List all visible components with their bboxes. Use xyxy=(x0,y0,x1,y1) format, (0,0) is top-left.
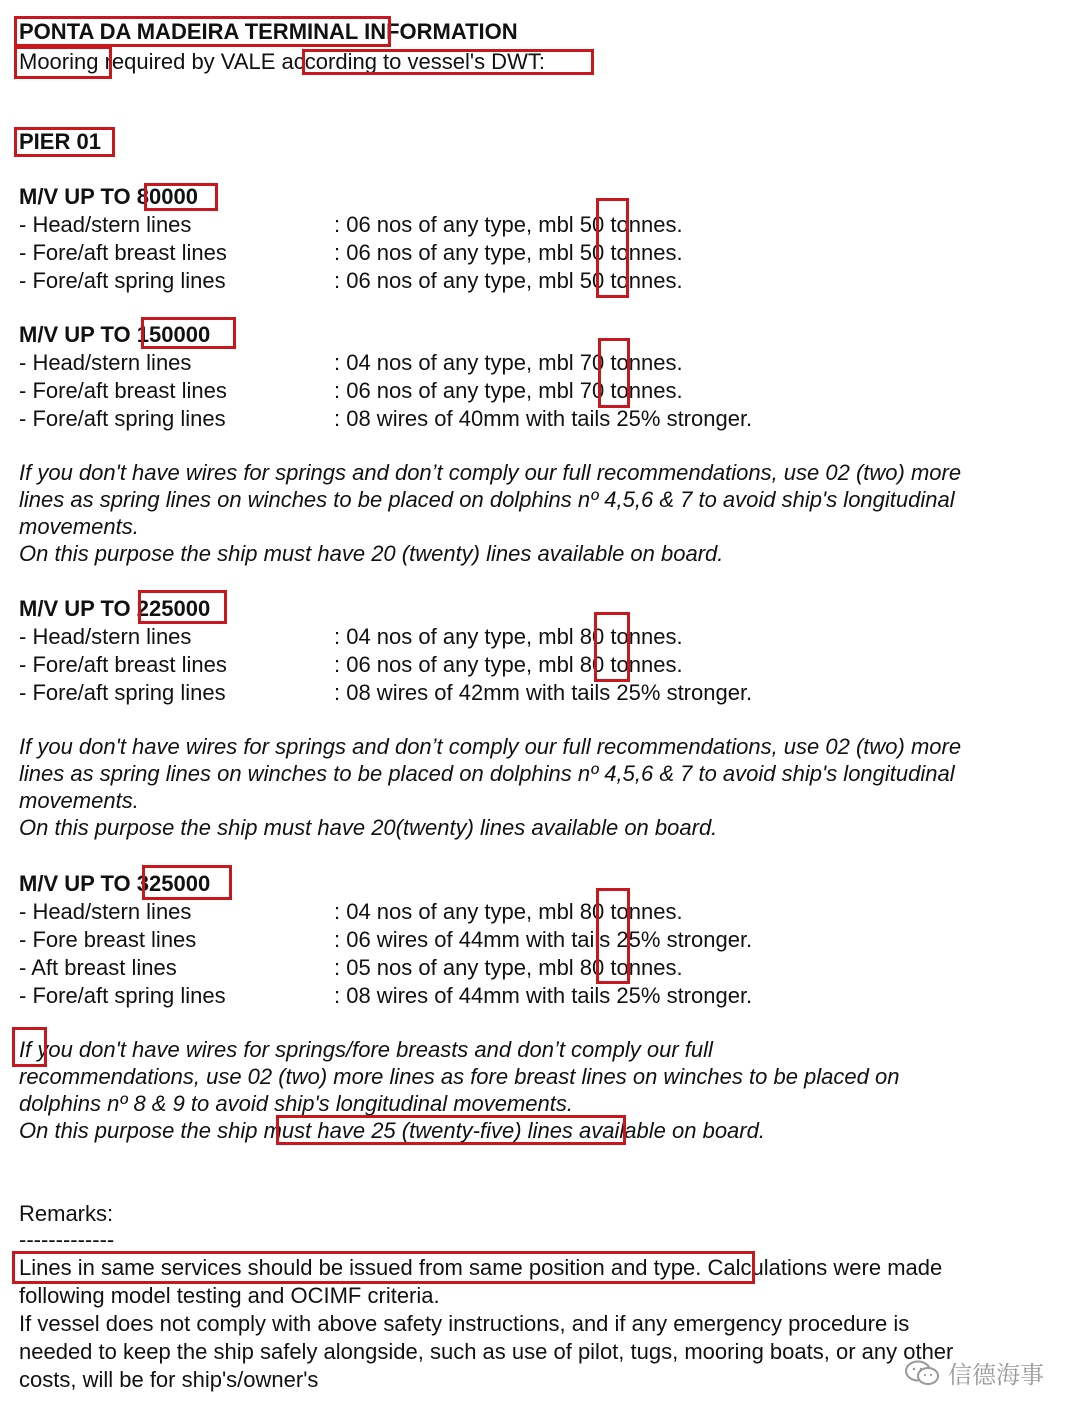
heading-dwt-value: 150000 xyxy=(136,322,211,347)
spec-value: : 05 nos of any type, mbl 80 tonnes. xyxy=(334,955,683,980)
spec-row xyxy=(19,898,683,925)
watermark xyxy=(904,1355,1044,1390)
spec-label: - Fore/aft spring lines xyxy=(19,983,226,1008)
spec-label: - Head/stern lines xyxy=(19,899,192,924)
note-line: movements. xyxy=(19,514,139,539)
note-line: lines as spring lines on winches to be placed on dolphins nº 4,5,6 & 7 to avoid ship's longitudinal xyxy=(19,761,955,786)
note-line: recommendations, use 02 (two) more lines as fore breast lines on winches to be placed on xyxy=(19,1064,900,1089)
note-line: dolphins nº 8 & 9 to avoid ship's longitudinal movements. xyxy=(19,1091,574,1116)
section-heading xyxy=(19,183,198,210)
spec-row xyxy=(19,926,753,953)
note-line: If you don't have wires for springs and don’t comply our full recommendations, use 02 (two) more xyxy=(19,460,962,485)
section-heading xyxy=(19,321,210,348)
remarks-line: costs, will be for ship's/owner's xyxy=(19,1367,319,1392)
spec-value: : 04 nos of any type, mbl 80 tonnes. xyxy=(334,899,683,924)
title-main: PONTA DA MADEIRA TERMINAL xyxy=(19,19,358,44)
note-line: On this purpose the ship must have 25 (twenty-five) lines available on board. xyxy=(19,1118,765,1143)
note-line: lines as spring lines on winches to be placed on dolphins nº 4,5,6 & 7 to avoid ship's longitudinal xyxy=(19,487,955,512)
heading-prefix: M/V UP TO xyxy=(19,184,131,209)
heading-prefix: M/V UP TO xyxy=(19,871,131,896)
spec-row xyxy=(19,651,683,678)
spec-label: - Head/stern lines xyxy=(19,624,192,649)
spec-row xyxy=(19,267,683,294)
spec-row xyxy=(19,405,753,432)
pier-heading: PIER 01 xyxy=(19,129,101,154)
spec-label: - Fore breast lines xyxy=(19,927,197,952)
subtitle-mooring: Mooring xyxy=(19,49,99,74)
wechat-icon xyxy=(904,1359,940,1387)
note-line: If you don't have wires for springs and don’t comply our full recommendations, use 02 (two) more xyxy=(19,734,962,759)
remarks-heading: Remarks: xyxy=(19,1201,114,1226)
heading-dwt-value: 225000 xyxy=(136,596,211,621)
spec-label: - Fore/aft spring lines xyxy=(19,680,226,705)
spec-value: : 04 nos of any type, mbl 70 tonnes. xyxy=(334,350,683,375)
spec-row xyxy=(19,239,683,266)
spec-row xyxy=(19,679,753,706)
title-line xyxy=(19,18,518,45)
spec-value: : 06 nos of any type, mbl 80 tonnes. xyxy=(334,652,683,677)
remarks-line: Lines in same services should be issued from same position and type. Calculations were made xyxy=(19,1255,943,1280)
subtitle-line xyxy=(19,48,545,75)
spec-value: : 06 nos of any type, mbl 70 tonnes. xyxy=(334,378,683,403)
spec-value: : 06 nos of any type, mbl 50 tonnes. xyxy=(334,212,683,237)
remarks-divider: ------------- xyxy=(19,1227,115,1252)
spec-label: - Head/stern lines xyxy=(19,212,192,237)
spec-label: - Fore/aft breast lines xyxy=(19,652,227,677)
spec-value: : 06 nos of any type, mbl 50 tonnes. xyxy=(334,240,683,265)
note-line: movements. xyxy=(19,788,139,813)
watermark-text: 信德海事 xyxy=(948,1362,1044,1389)
heading-prefix: M/V UP TO xyxy=(19,322,131,347)
spec-label: - Fore/aft breast lines xyxy=(19,240,227,265)
spec-value: : 06 nos of any type, mbl 50 tonnes. xyxy=(334,268,683,293)
spec-value: : 08 wires of 42mm with tails 25% stronger. xyxy=(334,680,753,705)
spec-label: - Fore/aft breast lines xyxy=(19,378,227,403)
spec-row xyxy=(19,377,683,404)
note-line: On this purpose the ship must have 20 (twenty) lines available on board. xyxy=(19,541,724,566)
section-heading xyxy=(19,870,210,897)
note-line: On this purpose the ship must have 20(twenty) lines available on board. xyxy=(19,815,718,840)
section-heading xyxy=(19,595,210,622)
spec-value: : 04 nos of any type, mbl 80 tonnes. xyxy=(334,624,683,649)
spec-label: - Fore/aft spring lines xyxy=(19,406,226,431)
remarks-line: If vessel does not comply with above safety instructions, and if any emergency procedure is xyxy=(19,1311,910,1336)
spec-label: - Fore/aft spring lines xyxy=(19,268,226,293)
spec-value: : 08 wires of 40mm with tails 25% stronger. xyxy=(334,406,753,431)
spec-label: - Aft breast lines xyxy=(19,955,177,980)
spec-label: - Head/stern lines xyxy=(19,350,192,375)
spec-row xyxy=(19,211,683,238)
title-suffix: INFORMATION xyxy=(364,19,518,44)
spec-value: : 08 wires of 44mm with tails 25% stronger. xyxy=(334,983,753,1008)
remarks-line: following model testing and OCIMF criteria. xyxy=(19,1283,440,1308)
spec-value: : 06 wires of 44mm with tails 25% stronger. xyxy=(334,927,753,952)
spec-row xyxy=(19,349,683,376)
subtitle-dwt: according to vessel's DWT: xyxy=(281,49,545,74)
remarks-line: needed to keep the ship safely alongside, such as use of pilot, tugs, mooring boats, or any other xyxy=(19,1339,954,1364)
heading-dwt-value: 80000 xyxy=(136,184,198,209)
heading-prefix: M/V UP TO xyxy=(19,596,131,621)
spec-row xyxy=(19,954,683,981)
spec-row xyxy=(19,623,683,650)
spec-row xyxy=(19,982,753,1009)
subtitle-required: required by VALE xyxy=(104,49,276,74)
note-line: If you don't have wires for springs/fore breasts and don’t comply our full xyxy=(19,1037,713,1062)
heading-dwt-value: 325000 xyxy=(136,871,211,896)
